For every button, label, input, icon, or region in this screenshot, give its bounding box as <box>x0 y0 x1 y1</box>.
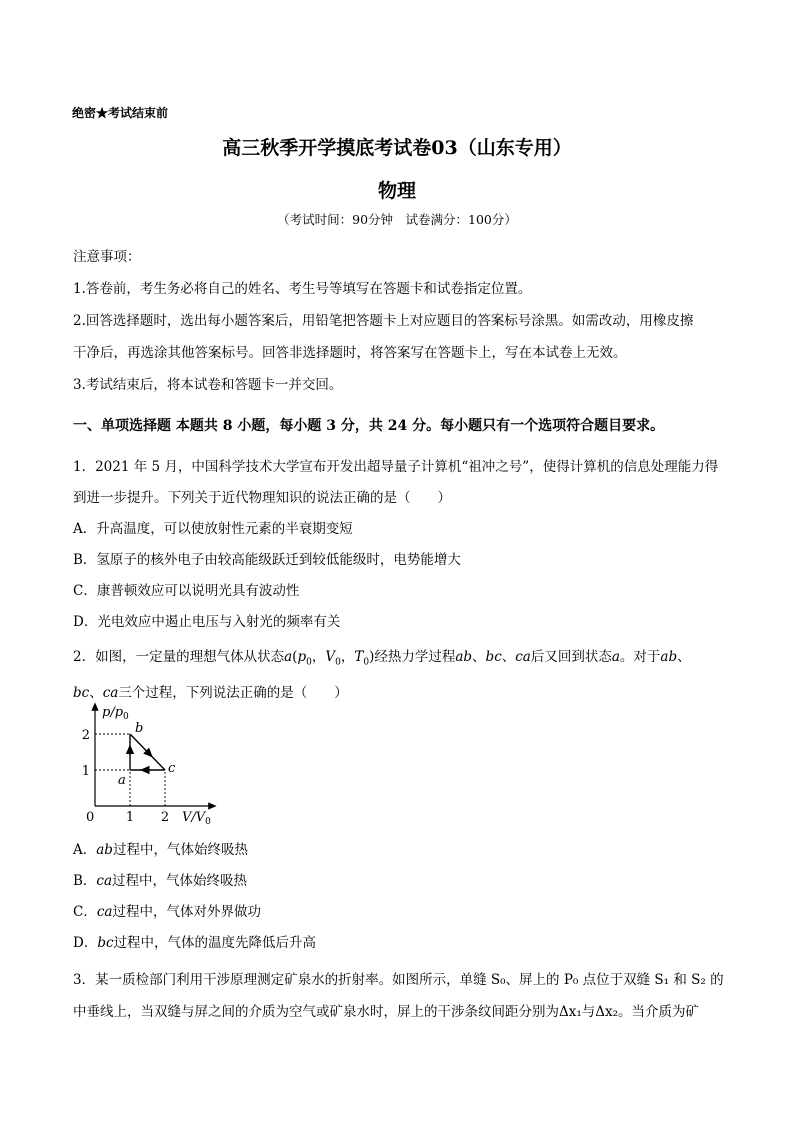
y-tick-1: 1 <box>81 764 90 779</box>
q1-option-d: D．光电效应中遏止电压与入射光的频率有关 <box>73 614 341 630</box>
arrow-bc <box>145 749 151 755</box>
y-tick-2: 2 <box>81 728 90 743</box>
q1-option-b: B．氢原子的核外电子由较高能级跃迁到较低能级时，电势能增大 <box>73 552 461 568</box>
x-axis-label: $V/V_0$ <box>182 810 211 827</box>
q2-stem-1: 2．如图，一定量的理想气体从状态$a(p_0$，$V_0$，$T_0$)经热力学过程ab、bc、ca后又回到状态a。对于ab、 <box>73 649 691 668</box>
q2-option-a: A．ab过程中，气体始终吸热 <box>73 842 248 858</box>
origin-label: 0 <box>86 810 95 825</box>
notes-heading: 注意事项： <box>73 249 141 265</box>
time-info: （考试时间：90分钟 试卷满分：100分） <box>277 212 517 227</box>
q1-option-c: C．康普顿效应可以说明光具有波动性 <box>73 583 300 599</box>
point-b-label: b <box>135 721 144 736</box>
q2-option-b: B．ca过程中，气体始终吸热 <box>73 873 248 889</box>
q1-stem-1: 1．2021 年 5 月，中国科学技术大学宣布开发出超导量子计算机“祖冲之号”，使得计算机的信息处理能力得 <box>73 459 719 475</box>
q2-stem-2: bc、ca三个过程，下列说法正确的是（ ） <box>73 685 348 701</box>
q2-option-d: D．bc过程中，气体的温度先降低后升高 <box>73 935 317 951</box>
point-a-label: a <box>118 773 126 788</box>
q2-option-c: C．ca过程中，气体对外界做功 <box>73 904 261 920</box>
point-c-label: c <box>168 761 176 776</box>
q1-option-a: A．升高温度，可以使放射性元素的半衰期变短 <box>73 521 353 537</box>
q3-stem-1: 3．某一质检部门利用干涉原理测定矿泉水的折射率。如图所示，单缝 S₀、屏上的 P₀ 点位于双缝 S₁ 和 S₂ 的 <box>73 972 724 988</box>
note-2a: 2.回答选择题时，选出每小题答案后，用铅笔把答题卡上对应题目的答案标号涂黑。如需改动，用橡皮擦 <box>73 313 694 329</box>
y-axis-label: $p/p_0$ <box>102 705 129 722</box>
note-1: 1.答卷前，考生务必将自己的姓名、考生号等填写在答题卡和试卷指定位置。 <box>73 281 532 297</box>
note-2b: 干净后，再选涂其他答案标号。回答非选择题时，将答案写在答题卡上，写在本试卷上无效。 <box>73 345 627 361</box>
q1-stem-2: 到进一步提升。下列关于近代物理知识的说法正确的是（ ） <box>73 490 451 506</box>
x-tick-1: 1 <box>125 810 135 825</box>
note-3: 3.考试结束后，将本试卷和答题卡一并交回。 <box>73 377 343 393</box>
subject-title: 物理 <box>377 180 416 202</box>
x-tick-2: 2 <box>160 810 170 825</box>
exam-title: 高三秋季开学摸底考试卷03（山东专用） <box>222 137 572 159</box>
confidential-label: 绝密★考试结束前 <box>72 106 169 120</box>
q3-stem-2: 中垂线上，当双缝与屏之间的介质为空气或矿泉水时，屏上的干涉条纹间距分别为Δx₁与Δx₂。当介质为矿 <box>73 1004 700 1020</box>
section-heading: 一、单项选择题 本题共 8 小题，每小题 3 分，共 24 分。每小题只有一个选项符合题目要求。 <box>73 418 665 434</box>
pv-diagram <box>78 700 238 830</box>
